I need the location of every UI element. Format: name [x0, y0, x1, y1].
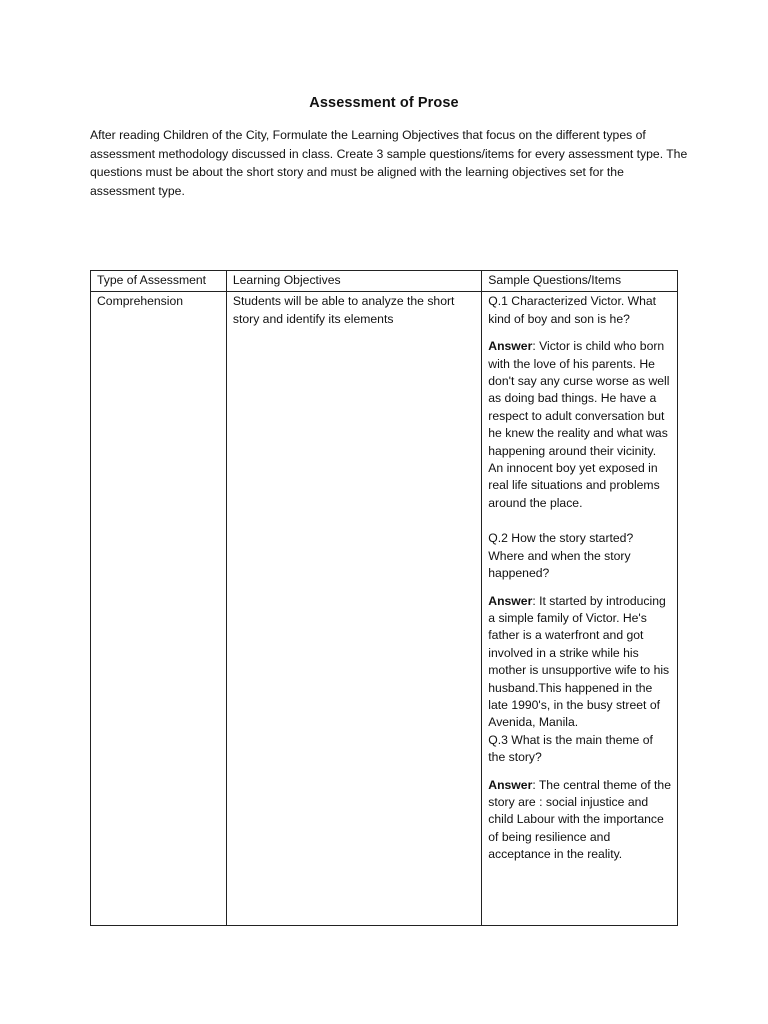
answer-text: [488, 593, 671, 732]
table-header-row: [91, 271, 678, 292]
learning-objective-cell: Students will be able to analyze the short story and identify its elements: [226, 292, 481, 926]
header-sample-questions: Sample Questions/Items: [482, 271, 678, 292]
assessment-type-cell: Comprehension: [91, 292, 227, 926]
answer-label: Answer: [488, 339, 533, 354]
instructions-paragraph: After reading Children of the City, Formulate the Learning Objectives that focus on the different types of assessment methodology discussed in class. Create 3 sample questions/items for every assessment type. The questions must be about the short story and must be aligned with the learning objectives set for the assessment type.: [90, 128, 688, 199]
question-item-1: [488, 293, 671, 512]
answer-text: [488, 777, 671, 864]
question-text: Q.3 What is the main theme of the story?: [488, 732, 653, 765]
sample-questions-cell: [482, 292, 678, 926]
question-item-3: [488, 732, 671, 864]
answer-body: : The central theme of the story are : social injustice and child Labour with the importance of being resilience and acceptance in the reality.: [488, 777, 671, 862]
table-row: [91, 292, 678, 926]
question-text: Q.2 How the story started? Where and when the story happened?: [488, 531, 634, 581]
header-type-of-assessment: Type of Assessment: [91, 271, 227, 292]
assessment-table: [90, 270, 678, 926]
answer-label: Answer: [488, 593, 533, 608]
question-text: Q.1 Characterized Victor. What kind of boy and son is he?: [488, 294, 657, 326]
answer-label: Answer: [488, 777, 533, 792]
answer-body: : Victor is child who born with the love of his parents. He don't say any curse worse as well as doing bad things. He have a respect to adult conversation but he knew the reality and what was happening around their vicinity. An innocent boy yet exposed in real life situations and problems around the place.: [488, 339, 670, 510]
document-title: Assessment of Prose: [309, 95, 459, 111]
question-item-2: [488, 530, 671, 731]
header-learning-objectives: Learning Objectives: [226, 271, 481, 292]
answer-text: [488, 338, 671, 512]
answer-body: : It started by introducing a simple family of Victor. He's father is a waterfront and got involved in a strike while his mother is unsupportive wife to his husband.This happened in the late 1990's, in the busy street of Avenida, Manila.: [488, 593, 670, 730]
